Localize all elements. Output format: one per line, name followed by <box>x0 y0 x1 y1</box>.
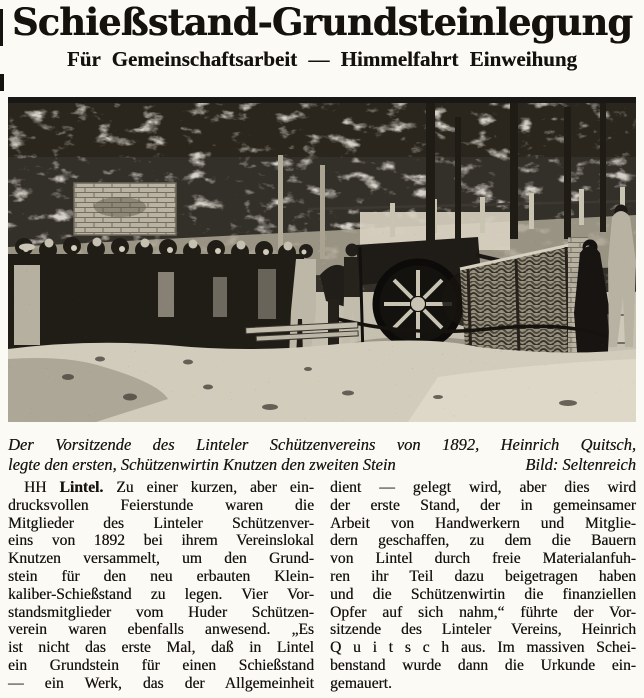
body-line: stein für den neu erbauten Klein- <box>8 567 314 585</box>
body-line: ren ihr Teil dazu beigetragen haben <box>330 567 636 585</box>
body-line: Arbeit von Handwerkern und Mitglie- <box>330 514 636 532</box>
photo-credit: Bild: Seltenreich <box>525 454 636 474</box>
body-line: eins von 1892 bei ihrem Vereinslokal <box>8 532 314 550</box>
body-line: benstand wurde dann die Urkunde ein- <box>330 656 636 674</box>
article-headline: Schießstand-Grundsteinlegung <box>11 0 633 44</box>
article-column-right <box>330 479 636 693</box>
body-line: drucksvollen Feierstunde waren die <box>8 496 314 514</box>
body-line: von Lintel durch freie Materialanfuh- <box>330 550 636 568</box>
body-line: und die Schützenwirtin die finanziellen <box>330 585 636 603</box>
body-line: ein Grundstein für einen Schießstand <box>8 656 314 674</box>
article-subheadline: Für Gemeinschaftsarbeit — Himmelfahrt Einweihung <box>66 47 578 71</box>
photo-illustration <box>8 97 636 422</box>
body-line: Mitglieder des Linteler Schützenver- <box>8 514 314 532</box>
scan-artifact-mark <box>0 74 4 91</box>
body-line: der erste Stand, der in gemeinsamer <box>330 496 636 514</box>
masthead <box>0 0 644 71</box>
article-body <box>8 479 636 693</box>
body-line: standsmitglieder vom Huder Schützen- <box>8 603 314 621</box>
body-line: Opfer auf sich nahm,“ führte der Vor- <box>330 603 636 621</box>
body-line: ist nicht das erste Mal, daß in Lintel <box>8 639 314 657</box>
body-line: HH Lintel. Zu einer kurzen, aber ein- <box>24 479 314 496</box>
body-line: — ein Werk, das der Allgemeinheit <box>8 674 314 692</box>
body-line: gemauert. <box>330 674 392 692</box>
article-column-left <box>8 479 314 693</box>
body-line: verein waren ebenfalls anwesend. „Es <box>8 621 314 639</box>
body-line: kaliber-Schießstand zu legen. Vier Vor- <box>8 585 314 603</box>
halftone-grain-light <box>8 97 636 422</box>
photo-top-edge <box>8 97 636 103</box>
body-line: dern geschaffen, zu dem die Bauern <box>330 532 636 550</box>
caption-line-2: legte den ersten, Schützenwirtin Knutzen den zweiten Stein <box>8 454 396 474</box>
body-line: Q u i t s c h aus. Im massiven Schei- <box>330 639 636 657</box>
body-line: sitzende des Linteler Vereins, Heinrich <box>330 621 636 639</box>
body-line: dient — gelegt wird, aber dies wird <box>330 479 636 496</box>
article-photo <box>8 97 636 422</box>
caption-line-1: Der Vorsitzende des Linteler Schützenvereins von 1892, Heinrich Quitsch, <box>8 435 636 454</box>
body-line: Knutzen versammelt, um den Grund- <box>8 550 314 568</box>
photo-caption <box>8 435 636 474</box>
